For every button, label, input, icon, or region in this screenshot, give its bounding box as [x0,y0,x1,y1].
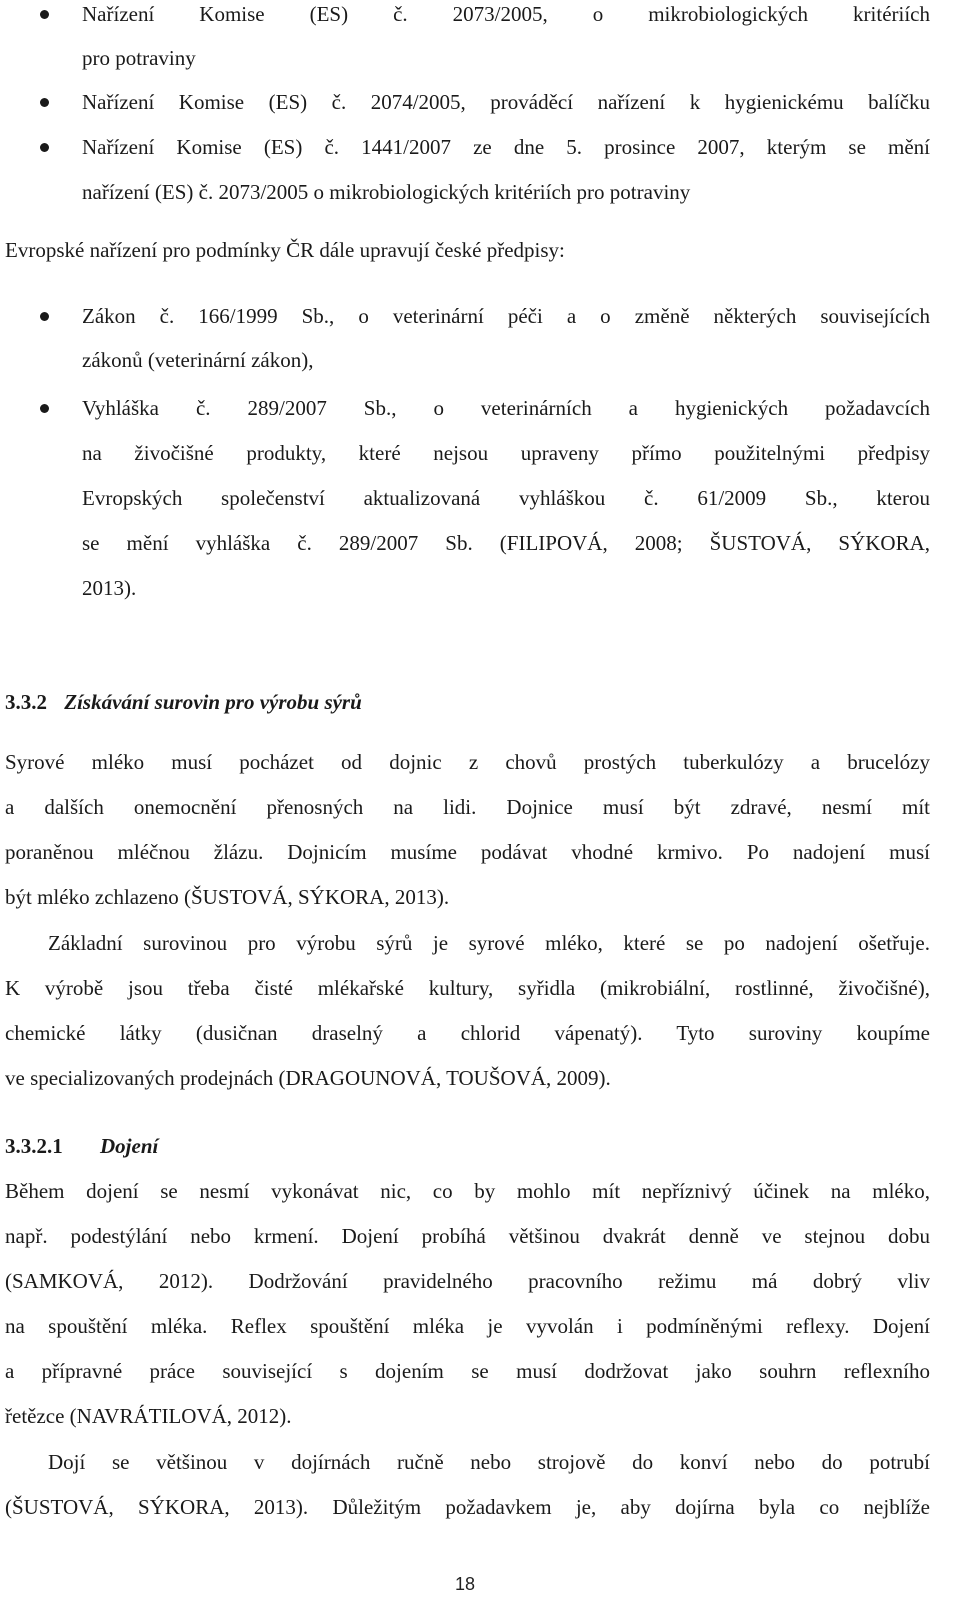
paragraph-line: ve specializovaných prodejnách (DRAGOUNOVÁ, TOUŠOVÁ, 2009). [5,1066,611,1090]
paragraph-line: a dalších onemocnění přenosných na lidi. Dojnice musí být zdravé, nesmí mít [5,795,930,819]
list-item-line: Nařízení Komise (ES) č. 2074/2005, prováděcí nařízení k hygienickému balíčku [82,90,930,114]
paragraph-line: být mléko zchlazeno (ŠUSTOVÁ, SÝKORA, 2013). [5,885,450,909]
bullet-icon [40,143,49,152]
page-number: 18 [455,1574,476,1594]
list-item-line: pro potraviny [82,46,196,70]
paragraph-line: (SAMKOVÁ, 2012). Dodržování pravidelného pracovního režimu má dobrý vliv [5,1269,930,1293]
section-title: Získávání surovin pro výrobu sýrů [64,690,362,714]
paragraph-line: poraněnou mléčnou žlázu. Dojnicím musíme podávat vhodné krmivo. Po nadojení musí [5,840,930,864]
bullet-icon [40,10,49,19]
bullet-icon [40,404,49,413]
section-title: Dojení [100,1134,159,1158]
section-heading-3-3-2-1 [5,1132,158,1160]
paragraph-line: a přípravné práce související s dojením se musí dodržovat jako souhrn reflexního [5,1359,930,1383]
paragraph-line: Základní surovinou pro výrobu sýrů je syrové mléko, které se po nadojení ošetřuje. [48,931,930,955]
paragraph-line: Během dojení se nesmí vykonávat nic, co by mohlo mít nepříznivý účinek na mléko, [5,1179,930,1203]
paragraph-line: Dojí se většinou v dojírnách ručně nebo strojově do konví nebo do potrubí [48,1450,930,1474]
list-item-line: 2013). [82,576,137,600]
intro-paragraph: Evropské nařízení pro podmínky ČR dále upravují české předpisy: [5,238,565,262]
bullet-icon [40,312,49,321]
list-item-line: nařízení (ES) č. 2073/2005 o mikrobiologických kritériích pro potraviny [82,180,691,204]
section-number: 3.3.2.1 [5,1134,63,1158]
paragraph-line: řetězce (NAVRÁTILOVÁ, 2012). [5,1404,292,1428]
section-heading-3-3-2 [5,688,362,716]
list-item-line: na živočišné produkty, které nejsou upraveny přímo použitelnými předpisy [82,441,930,465]
paragraph-line: chemické látky (dusičnan draselný a chlorid vápenatý). Tyto suroviny koupíme [5,1021,930,1045]
list-item-line: zákonů (veterinární zákon), [82,348,314,372]
list-item-line: Evropských společenství aktualizovaná vyhláškou č. 61/2009 Sb., kterou [82,486,930,510]
section-number: 3.3.2 [5,690,47,714]
paragraph-line: např. podestýlání nebo krmení. Dojení probíhá většinou dvakrát denně ve stejnou dobu [5,1224,930,1248]
bullet-icon [40,98,49,107]
list-item-line: Nařízení Komise (ES) č. 1441/2007 ze dne 5. prosince 2007, kterým se mění [82,135,930,159]
list-item-line: Zákon č. 166/1999 Sb., o veterinární péči a o změně některých souvisejících [82,304,930,328]
paragraph-line: na spouštění mléka. Reflex spouštění mléka je vyvolán i podmíněnými reflexy. Dojení [5,1314,930,1338]
paragraph-line: Syrové mléko musí pocházet od dojnic z chovů prostých tuberkulózy a brucelózy [5,750,930,774]
paragraph-line: K výrobě jsou třeba čisté mlékařské kultury, syřidla (mikrobiální, rostlinné, živočišné), [5,976,930,1000]
paragraph-line: (ŠUSTOVÁ, SÝKORA, 2013). Důležitým požadavkem je, aby dojírna byla co nejblíže [5,1495,930,1519]
list-item-line: se mění vyhláška č. 289/2007 Sb. (FILIPOVÁ, 2008; ŠUSTOVÁ, SÝKORA, [82,531,930,555]
list-item-line: Nařízení Komise (ES) č. 2073/2005, o mikrobiologických kritériích [82,2,930,26]
list-item-line: Vyhláška č. 289/2007 Sb., o veterinárních a hygienických požadavcích [82,396,930,420]
